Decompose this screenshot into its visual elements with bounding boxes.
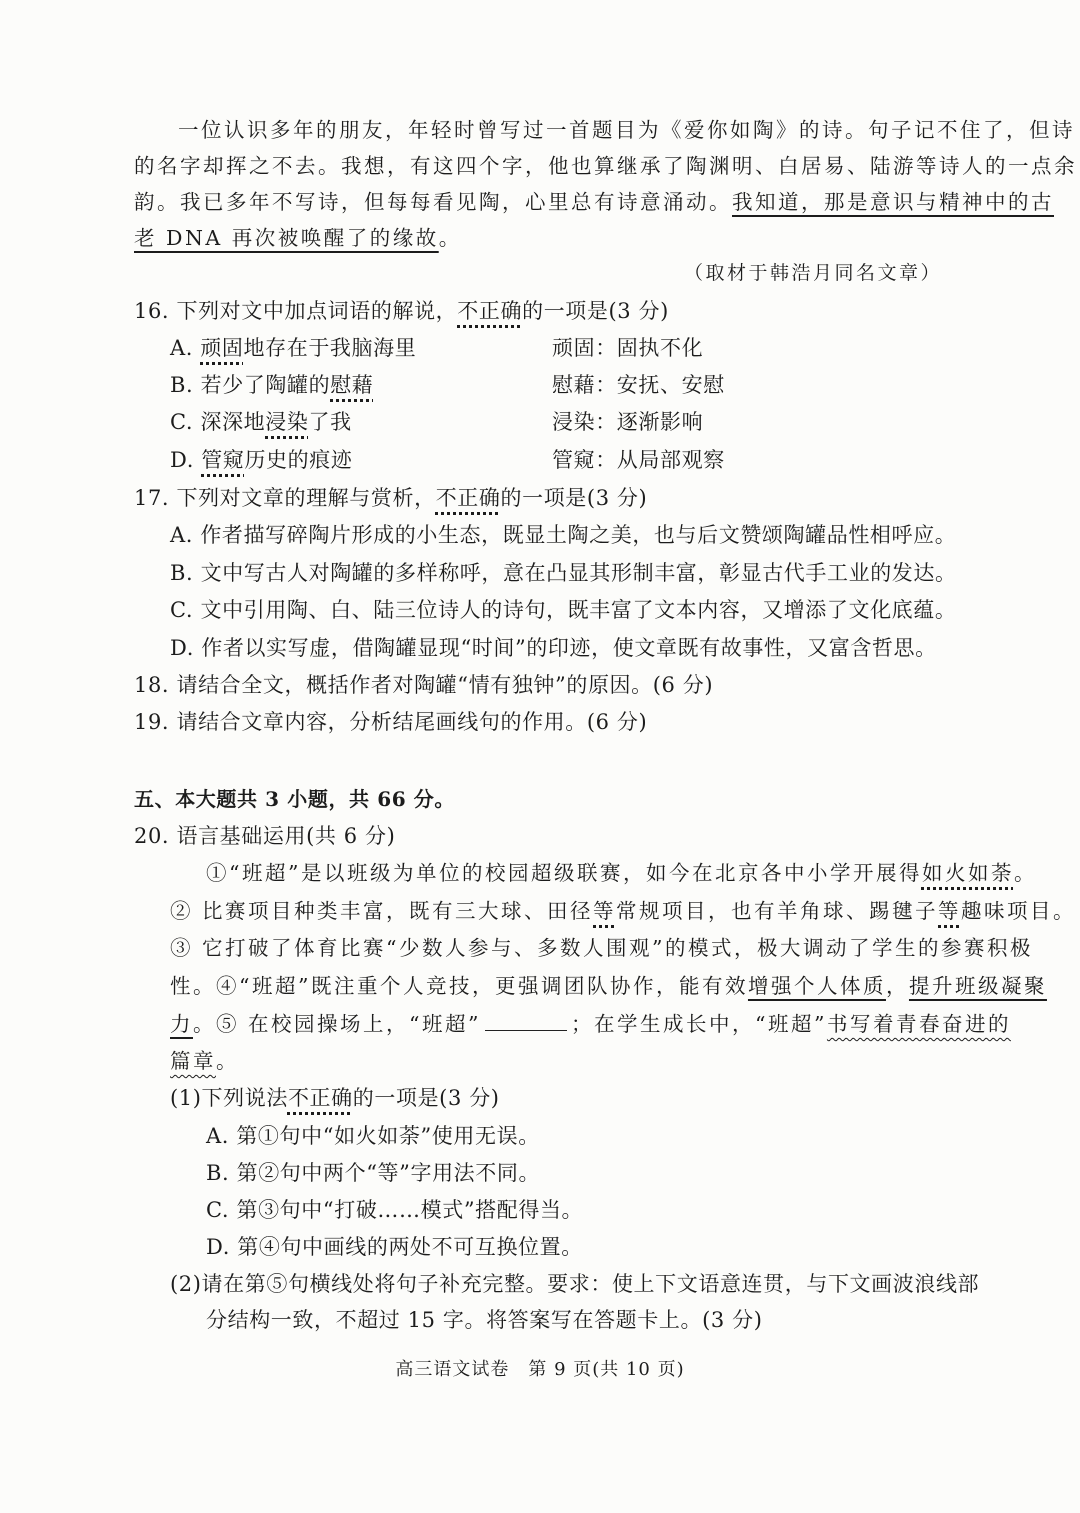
q16-option-b-explain: 慰藉：安抚、安慰 [552,373,725,397]
q19-text: 请结合文章内容，分析结尾画线句的作用。(6 分) [176,710,648,734]
q19-number: 19. [134,710,170,734]
q20-p6-end: 。 [216,1049,239,1073]
q16-option-c-dotted: 浸染 [265,410,309,434]
q20-underline-2-end: 力 [170,1012,193,1036]
q20-wavy-line-part2: 篇章 [170,1049,216,1073]
q16-option-a-label: A. [170,336,194,360]
q20-p5-text-a: 。⑤ 在校园操场上，“班超” [193,1012,481,1036]
q20-sub2-text-1: 请在第⑤句横线处将句子补充完整。要求：使上下文语意连贯，与下文画波浪线部 [201,1272,980,1296]
q20-sub1-option-c-label: C. [206,1198,230,1222]
q20-passage-line-1 [206,860,1037,886]
q20-passage-line-4 [170,973,1047,999]
q20-p2-text-c: 趣味项目。 [961,899,1077,923]
q20-sub1-option-a [206,1123,540,1149]
passage-underlined-sentence-part2: 老 DNA 再次被唤醒了的缘故 [134,226,439,250]
q16-option-c-label: C. [170,410,194,434]
q20-sub1-option-d-text: 第④句中画线的两处不可互换位置。 [237,1235,583,1259]
q17-option-d-text: 作者以实写虚，借陶罐显现“时间”的印迹，使文章既有故事性，又富含哲思。 [201,636,937,660]
q20-underline-2: 提升班级凝聚 [908,974,1047,998]
q16-option-d-label: D. [170,448,194,472]
passage-underlined-sentence-part1: 我知道，那是意识与精神中的古 [732,190,1054,214]
q16-option-b-pre: 若少了陶罐的 [200,373,331,397]
q17-option-a [170,522,956,548]
q20-sub1-option-b-label: B. [206,1161,230,1185]
q16-option-a-dotted: 顽固 [200,336,244,360]
q20-p1-dotted-idiom: 如火如荼 [921,861,1014,885]
q20-sub1-emphasis: 不正确 [287,1086,353,1110]
q16-option-a [170,335,416,361]
passage-line-3-text: 韵。我已多年不写诗，但每每看见陶，心里总有诗意涌动。 [134,190,732,214]
q20-p5-text-b: ；在学生成长中，“班超” [570,1012,827,1036]
q17-stem [134,485,647,511]
q20-passage-line-2 [170,898,1076,924]
q20-title [134,823,395,849]
q18 [134,672,713,698]
q20-sub1-after: 的一项是(3 分) [352,1086,500,1110]
q17-number: 17. [134,486,170,510]
q17-option-b-text: 文中写古人对陶罐的多样称呼，意在凸显其形制丰富，彰显古代手工业的发达。 [200,561,957,585]
q16-option-c-explain: 浸染：逐渐影响 [552,410,704,434]
q16-option-b [170,372,373,398]
q20-p2-text-a: ② 比赛项目种类丰富，既有三大球、田径 [170,899,594,923]
q20-passage-line-6 [170,1048,239,1074]
q20-sub2-label: (2) [170,1272,202,1296]
q16-stem [134,298,669,324]
q20-passage-line-3: ③ 它打破了体育比赛“少数人参与、多数人围观”的模式，极大调动了学生的参赛积极 [170,936,1033,960]
q20-sub1-before: 下列说法 [201,1086,288,1110]
q18-text: 请结合全文，概括作者对陶罐“情有独钟”的原因。(6 分) [176,673,714,697]
q17-option-a-text: 作者描写碎陶片形成的小生态，既显土陶之美，也与后文赞颂陶罐品性相呼应。 [200,523,957,547]
q17-option-b [170,560,957,586]
q20-p2-dotted-2: 等 [938,899,962,923]
passage-end-mark: 。 [438,226,462,250]
q19 [134,709,647,735]
q17-option-b-label: B. [170,561,194,585]
q20-sub1-option-a-text: 第①句中“如火如荼”使用无误。 [236,1124,540,1148]
q16-option-d-post: 历史的痕迹 [244,448,353,472]
q20-number: 20. [134,824,170,848]
q20-p1-text: ①“班超”是以班级为单位的校园超级联赛，如今在北京各中小学开展得 [206,861,922,885]
q17-option-a-label: A. [170,523,194,547]
q16-number: 16. [134,299,170,323]
q20-sub1-option-c [206,1197,583,1223]
q20-sub1-option-d-label: D. [206,1235,230,1259]
q16-option-d-dotted: 管窥 [201,448,245,472]
passage-line-1: 一位认识多年的朋友，年轻时曾写过一首题目为《爱你如陶》的诗。句子记不住了，但诗 [178,118,1075,142]
q18-number: 18. [134,673,170,697]
q16-option-a-post: 地存在于我脑海里 [243,336,417,360]
q20-p2-text-b: 常规项目，也有羊角球、踢毽子 [616,899,939,923]
q16-option-a-explain: 顽固：固执不化 [552,336,704,360]
section-5-title: 五、本大题共 3 小题，共 66 分。 [134,787,455,811]
q16-option-b-label: B. [170,373,194,397]
q17-option-c [170,597,956,623]
q20-sub1-option-b [206,1160,540,1186]
q20-sub1-option-c-text: 第③句中“打破……模式”搭配得当。 [236,1198,584,1222]
q20-answer-blank [485,1012,567,1031]
q20-underline-1: 增强个人体质 [747,974,886,998]
q20-sub1-option-b-text: 第②句中两个“等”字用法不同。 [236,1161,541,1185]
passage-line-2: 的名字却挥之不去。我想，有这四个字，他也算继承了陶渊明、白居易、陆游等诗人的一点余 [134,154,1077,178]
q16-option-c [170,409,352,435]
q20-sub1-option-a-label: A. [206,1124,230,1148]
passage-line-4 [134,225,462,251]
q20-p1-end: 。 [1013,861,1037,885]
q16-option-c-pre: 深深地 [200,410,266,434]
q17-stem-after: 的一项是(3 分) [500,486,648,510]
passage-line-3 [134,189,1054,215]
q17-option-c-label: C. [170,598,194,622]
q17-option-d-label: D. [170,636,194,660]
q20-wavy-line-part1: 书写着青春奋进的 [826,1012,1011,1036]
q20-sub1-stem [170,1085,500,1111]
q16-option-c-post: 了我 [308,410,352,434]
q20-sub2-line-1 [170,1271,979,1297]
q20-sub1-option-d [206,1234,583,1260]
q20-p2-dotted-1: 等 [593,899,617,923]
q17-option-d [170,635,937,661]
q20-p4-sep: ， [885,974,909,998]
q16-option-d [170,447,352,473]
q17-stem-emphasis: 不正确 [435,486,501,510]
q16-option-b-dotted: 慰藉 [330,373,374,397]
q20-sub2-line-2: 分结构一致，不超过 15 字。将答案写在答题卡上。(3 分) [206,1308,763,1332]
passage-source: （取材于韩浩月同名文章） [683,262,942,284]
q20-sub1-label: (1) [170,1086,202,1110]
q17-stem-before: 下列对文章的理解与赏析， [176,486,436,510]
q16-option-d-explain: 管窥：从局部观察 [552,448,725,472]
q20-title-text: 语言基础运用(共 6 分) [176,824,396,848]
q16-stem-before: 下列对文中加点词语的解说， [176,299,458,323]
q17-option-c-text: 文中引用陶、白、陆三位诗人的诗句，既丰富了文本内容，又增添了文化底蕴。 [200,598,957,622]
q20-passage-line-5 [170,1011,1011,1037]
page-footer: 高三语文试卷 第 9 页(共 10 页) [395,1359,685,1380]
q20-p4-text: 性。④“班超”既注重个人竞技，更强调团队协作，能有效 [170,974,748,998]
q16-stem-emphasis: 不正确 [457,299,523,323]
q16-stem-after: 的一项是(3 分) [522,299,669,323]
